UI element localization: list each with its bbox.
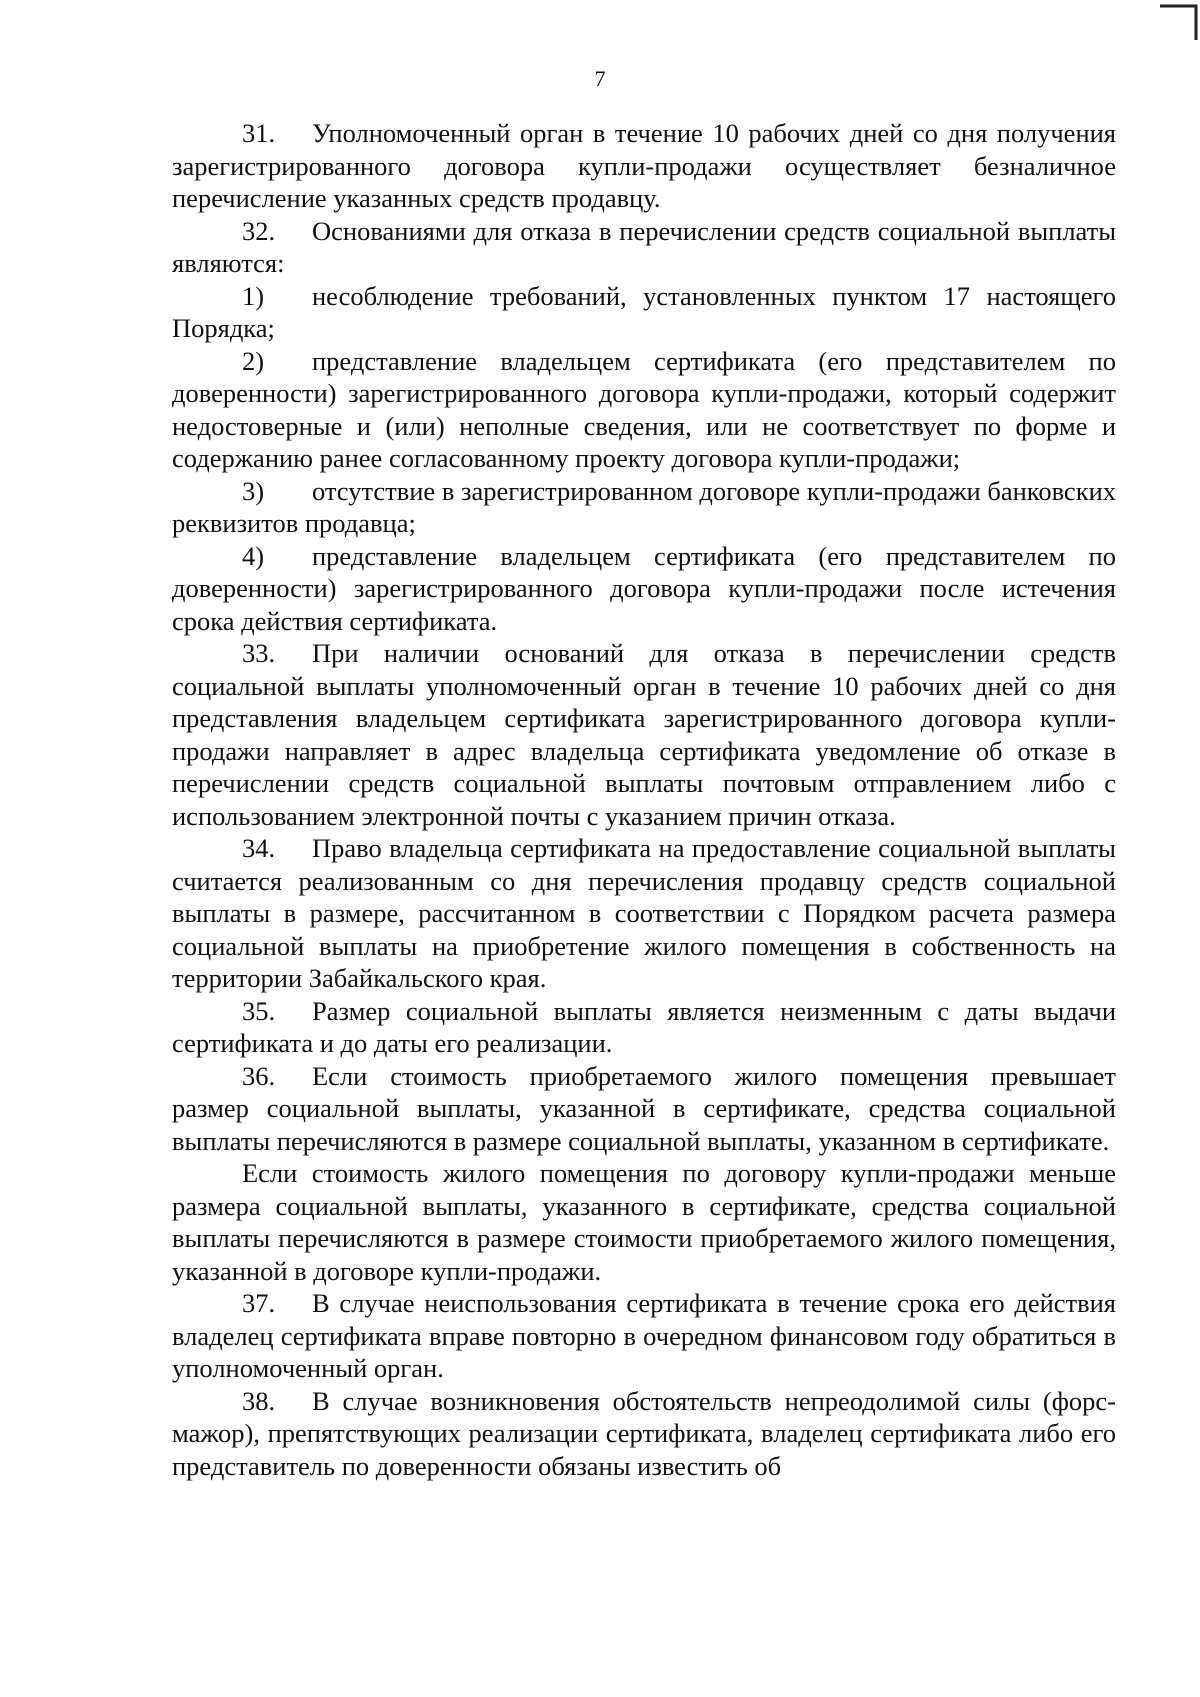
paragraph-38 [172, 1385, 1116, 1483]
list-item-text: представление владельцем сертификата (его представителем по доверенности) зарегистрированного договора купли-продажи, который содержит недостоверные и (или) неполные сведения, или не соответствует по форме и содержанию ранее согласованному проекту договора купли-продажи; [172, 345, 1116, 473]
paragraph-number: 38. [242, 1385, 276, 1416]
list-item-1 [172, 280, 1116, 345]
paragraph-number: 37. [242, 1288, 276, 1318]
paragraph-37 [172, 1287, 1116, 1385]
paragraph-31 [172, 117, 1116, 215]
list-item-text: несоблюдение требований, установленных пунктом 17 настоящего Порядка; [172, 280, 1116, 343]
list-item-number: 2) [242, 345, 265, 376]
paragraph-text: При наличии оснований для отказа в перечислении средств социальной выплаты уполномоченный орган в течение 10 рабочих дней со дня представления владельцем сертификата зарегистрированного договора купли-продажи направляет в адрес владельца сертификата уведомление об отказе в перечислении средств социальной выплаты почтовым отправлением либо с использованием электронной почты с указанием причин отказа. [172, 638, 1116, 831]
paragraph-number: 31. [242, 118, 276, 148]
paragraph-35 [172, 995, 1116, 1060]
paragraph-text: Основаниями для отказа в перечислении средств социальной выплаты являются: [172, 215, 1116, 278]
list-item-number: 1) [242, 280, 265, 311]
paragraph-number: 32. [242, 215, 276, 246]
paragraph-33 [172, 637, 1116, 832]
list-item-number: 3) [242, 475, 265, 506]
list-item-3 [172, 475, 1116, 540]
paragraph-number: 36. [242, 1060, 276, 1091]
list-item-text: представление владельцем сертификата (его представителем по доверенности) зарегистрированного договора купли-продажи после истечения срока действия сертификата. [172, 540, 1116, 636]
paragraph-text: Уполномоченный орган в течение 10 рабочих дней со дня получения зарегистрированного договора купли-продажи осуществляет безналичное перечисление указанных средств продавцу. [172, 118, 1116, 213]
list-item-4 [172, 540, 1116, 638]
paragraph-32 [172, 215, 1116, 280]
list-item-text: отсутствие в зарегистрированном договоре купли-продажи банковских реквизитов продавца; [172, 475, 1116, 538]
scan-corner-mark [1158, 0, 1200, 40]
paragraph-34 [172, 832, 1116, 995]
list-item-2 [172, 345, 1116, 475]
paragraph-text: В случае возникновения обстоятельств непреодолимой силы (форс-мажор), препятствующих реализации сертификата, владелец сертификата либо его представитель по доверенности обязаны известить об [172, 1385, 1116, 1481]
paragraph-number: 34. [242, 833, 276, 863]
paragraph-number: 33. [242, 638, 276, 668]
list-item-number: 4) [242, 540, 265, 571]
paragraph-text: Если стоимость жилого помещения по договору купли-продажи меньше размера социальной выплаты, указанного в сертификате, средства социальной выплаты перечисляются в размере стоимости приобретаемого жилого помещения, указанной в договоре купли-продажи. [172, 1158, 1116, 1286]
paragraph-text: Размер социальной выплаты является неизменным с даты выдачи сертификата и до даты его реализации. [172, 995, 1116, 1058]
page-number: 7 [594, 66, 606, 91]
document-body [172, 117, 1116, 1482]
paragraph-text: Если стоимость приобретаемого жилого помещения превышает размер социальной выплаты, указанной в сертификате, средства социальной выплаты перечисляются в размере социальной выплаты, указанном в сертификате. [172, 1060, 1116, 1156]
paragraph-36 [172, 1060, 1116, 1158]
paragraph-text: Право владельца сертификата на предоставление социальной выплаты считается реализованным со дня перечисления продавцу средств социальной выплаты в размере, рассчитанном в соответствии с Порядком расчета размера социальной выплаты на приобретение жилого помещения в собственность на территории Забайкальского края. [172, 833, 1116, 993]
paragraph-number: 35. [242, 995, 276, 1026]
paragraph-text: В случае неиспользования сертификата в течение срока его действия владелец сертификата вправе повторно в очередном финансовом году обратиться в уполномоченный орган. [172, 1288, 1116, 1383]
paragraph-36-continued [172, 1157, 1116, 1287]
